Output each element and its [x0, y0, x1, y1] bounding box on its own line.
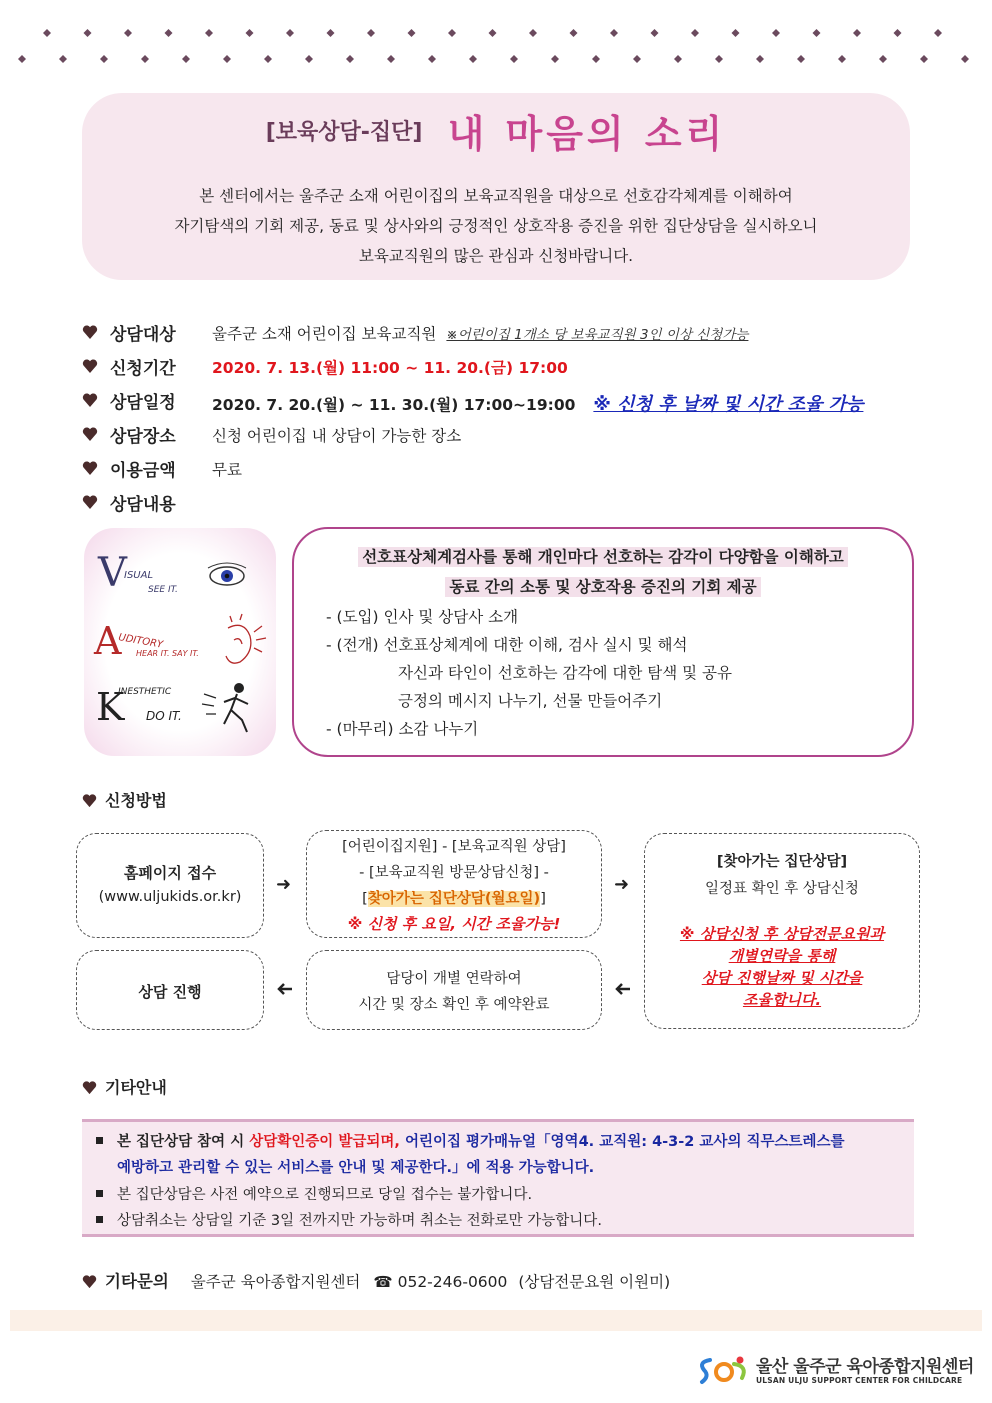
decorative-dot: [59, 55, 67, 63]
footer-band: [10, 1310, 982, 1331]
decorative-dot: [84, 29, 92, 37]
decorative-dot: [551, 55, 559, 63]
flow-step-visiting-counsel: [644, 833, 920, 1029]
arrow-right-icon: ➜: [276, 874, 292, 895]
intro-line: 자기탐색의 기회 제공, 동료 및 상사와의 긍정적인 상호작용 증진을 위한 집단상담을 실시하오니: [174, 217, 818, 235]
flow-step-menu-path: [306, 830, 602, 938]
target-label: 상담대상: [110, 325, 176, 345]
program-item: - (마무리) 소감 나누기: [326, 720, 479, 738]
auditory-word: UDITORY: [117, 632, 164, 651]
decorative-dot: [961, 55, 969, 63]
schedule-note: ※ 신청 후 날짜 및 시간 조율 가능: [593, 394, 864, 415]
decorative-dot: [408, 29, 416, 37]
decorative-dot: [674, 55, 682, 63]
flow-step-title: [찾아가는 집단상담]: [716, 854, 848, 870]
section-title: 신청방법: [105, 791, 167, 810]
contact-person: (상담전문요원 이원미): [518, 1273, 671, 1291]
title-tag: [보육상담-집단]: [265, 120, 423, 145]
decorative-dot: [610, 29, 618, 37]
flow-step-text: 시간 및 장소 확인 후 예약완료: [358, 997, 550, 1013]
decorative-dot: [141, 55, 149, 63]
info-row-fee: [82, 456, 942, 486]
center-logo: [696, 1352, 976, 1388]
decorative-dot-border: [0, 0, 992, 70]
decorative-dot: [510, 55, 518, 63]
center-name-english: ULSAN ULJU SUPPORT CENTER FOR CHILDCARE: [756, 1376, 963, 1385]
arrow-left-icon: [276, 980, 294, 1003]
decorative-dot: [894, 29, 902, 37]
heart-icon: [82, 426, 98, 442]
heart-icon: [82, 392, 98, 408]
place-value: 신청 어린이집 내 상담이 가능한 장소: [212, 427, 462, 445]
notice-item: [96, 1183, 532, 1204]
bullet-icon: [96, 1216, 103, 1223]
target-note: ※어린이집 1개소 당 보육교직원 3인 이상 신청가능: [446, 327, 749, 343]
decorative-dot: [43, 29, 51, 37]
decorative-dot: [633, 55, 641, 63]
flow-step-reservation: [306, 950, 602, 1030]
target-value: [212, 322, 748, 344]
flow-step-text: 담당이 개별 연락하여: [386, 971, 522, 987]
decorative-dot: [246, 29, 254, 37]
flow-step-title: 홈페이지 접수: [123, 864, 217, 882]
decorative-dot: [286, 29, 294, 37]
decorative-dot: [100, 55, 108, 63]
kinesthetic-initial: K: [96, 685, 125, 729]
apply-value: 2020. 7. 13.(월) 11:00 ~ 11. 20.(금) 17:00: [212, 359, 568, 377]
info-row-schedule: [82, 388, 942, 418]
auditory-initial: A: [94, 619, 122, 663]
homepage-url[interactable]: (www.uljukids.or.kr): [98, 889, 242, 905]
decorative-dot: [305, 55, 313, 63]
menu-path-line: [어린이집지원] - [보육교직원 상담]: [342, 839, 566, 855]
title-banner: [82, 93, 910, 280]
notice-highlight: 어린이집 평가매뉴얼「영역4. 교직원: 4-3-2 교사의 직무스트레스를: [399, 1134, 845, 1150]
notice-item: [96, 1130, 845, 1151]
program-item: 자신과 타인이 선호하는 감각에 대한 탐색 및 공유: [398, 664, 732, 682]
flow-note: 상담 진행날짜 및 시간을: [701, 969, 863, 987]
intro-text: [82, 181, 910, 271]
target-text: 울주군 소재 어린이집 보육교직원: [212, 325, 437, 343]
vak-illustration: [84, 528, 276, 756]
info-row-place: [82, 422, 942, 452]
decorative-dot: [469, 55, 477, 63]
contact-label: 기타문의: [105, 1272, 169, 1291]
bullet-icon: [96, 1137, 103, 1144]
intro-line: 보육교직원의 많은 관심과 신청바랍니다.: [358, 247, 634, 265]
decorative-dot: [489, 29, 497, 37]
flow-note: 개별연락을 통해: [728, 947, 836, 965]
heart-icon: [82, 358, 98, 374]
decorative-dot: [813, 29, 821, 37]
program-item: - (전개) 선호표상체계에 대한 이해, 검사 실시 및 해석: [326, 636, 688, 654]
content-headline-2: [294, 575, 912, 597]
decorative-dot: [879, 55, 887, 63]
headline-text: 동료 간의 소통 및 상호작용 증진의 기회 제공: [445, 577, 760, 597]
menu-path-line: - [보육교직원 방문상담신청] -: [359, 865, 549, 881]
decorative-dot: [772, 29, 780, 37]
flow-step-text: 일정표 확인 후 상담신청: [705, 881, 859, 897]
decorative-dot: [651, 29, 659, 37]
program-item: - (도입) 인사 및 상담사 소개: [326, 608, 519, 626]
heart-icon: [82, 324, 98, 340]
arrow-left-icon: [614, 980, 632, 1003]
center-logo-icon: [696, 1352, 752, 1388]
place-label: 상담장소: [110, 427, 176, 447]
decorative-dot: [264, 55, 272, 63]
decorative-dot: [327, 29, 335, 37]
arrow-right-icon: ➜: [614, 874, 630, 895]
running-figure-icon: [202, 684, 248, 732]
center-name: 울산 울주군 육아종합지원센터: [756, 1357, 974, 1377]
contact-row: [82, 1268, 670, 1292]
notice-highlight: 상담확인증이 발급되며,: [249, 1134, 400, 1150]
auditory-sub: HEAR IT. SAY IT.: [136, 649, 199, 658]
etc-notice-box: [82, 1119, 914, 1237]
decorative-dot: [223, 55, 231, 63]
listening-face-icon: [226, 614, 266, 663]
visual-initial: V: [98, 550, 127, 596]
fee-label: 이용금액: [110, 461, 176, 481]
content-label: 상담내용: [110, 495, 176, 515]
decorative-dot: [182, 55, 190, 63]
notice-text: 본 집단상담 참여 시: [117, 1134, 250, 1150]
visual-word: ISUAL: [124, 570, 154, 581]
heart-icon: [82, 1274, 97, 1289]
decorative-dot: [205, 29, 213, 37]
kinesthetic-sub: DO IT.: [146, 709, 182, 723]
decorative-dot: [570, 29, 578, 37]
flow-note: ※ 신청 후 요일, 시간 조율가능!: [347, 915, 561, 933]
heart-icon: [82, 1080, 97, 1095]
decorative-dot: [797, 55, 805, 63]
info-row-content: [82, 490, 942, 520]
heart-icon: [82, 494, 98, 510]
decorative-dot: [920, 55, 928, 63]
content-headline-1: [294, 545, 912, 567]
eye-icon: [208, 563, 246, 585]
decorative-dot: [838, 55, 846, 63]
bracket: [: [362, 891, 368, 907]
decorative-dot: [529, 29, 537, 37]
flow-note: ※ 상담신청 후 상담전문요원과: [679, 925, 885, 943]
notice-item: [96, 1209, 602, 1230]
vak-drawing: [84, 528, 276, 756]
flow-step-counseling: [76, 950, 264, 1030]
info-row-apply: [82, 354, 942, 384]
decorative-dot: [367, 29, 375, 37]
heart-icon: [82, 793, 97, 808]
section-apply-method: [82, 788, 167, 811]
notice-text: 상담취소는 상담일 기준 3일 전까지만 가능하며 취소는 전화로만 가능합니다.: [117, 1213, 602, 1229]
flow-note: 조율합니다.: [742, 991, 822, 1009]
section-etc: [82, 1075, 167, 1098]
notice-text: 본 집단상담은 사전 예약으로 진행되므로 당일 접수는 불가합니다.: [117, 1187, 533, 1203]
page-title: 내 마음의 소리: [447, 112, 727, 156]
decorative-dot: [756, 55, 764, 63]
fee-value: 무료: [212, 461, 242, 479]
decorative-dot: [715, 55, 723, 63]
decorative-dot: [165, 29, 173, 37]
bracket: ]: [540, 891, 546, 907]
decorative-dot: [124, 29, 132, 37]
apply-label: 신청기간: [110, 359, 176, 379]
decorative-dot: [732, 29, 740, 37]
decorative-dot: [387, 55, 395, 63]
decorative-dot: [592, 55, 600, 63]
decorative-dot: [853, 29, 861, 37]
decorative-dot: [448, 29, 456, 37]
program-content-box: [292, 527, 914, 757]
visual-sub: SEE IT.: [148, 585, 178, 595]
headline-text: 선호표상체계검사를 통해 개인마다 선호하는 감각이 다양함을 이해하고: [358, 547, 848, 567]
notice-continuation: 예방하고 관리할 수 있는 서비스를 안내 및 제공한다.」에 적용 가능합니다.: [117, 1160, 595, 1176]
flow-step-homepage: [76, 833, 264, 938]
contact-phone[interactable]: 052-246-0600: [397, 1273, 508, 1291]
decorative-dot: [346, 55, 354, 63]
schedule-label: 상담일정: [110, 393, 176, 413]
flow-step-title: 상담 진행: [138, 983, 202, 1001]
decorative-dot: [934, 29, 942, 37]
intro-line: 본 센터에서는 울주군 소재 어린이집의 보육교직원을 대상으로 선호감각체계를 이해하여: [199, 187, 793, 205]
decorative-dot: [18, 55, 26, 63]
highlight-menu: 찾아가는 집단상담(월요일): [367, 891, 541, 907]
kinesthetic-word: INESTHETIC: [118, 687, 172, 697]
section-title: 기타안내: [105, 1078, 167, 1097]
info-row-target: [82, 320, 942, 350]
decorative-dot: [428, 55, 436, 63]
decorative-dot: [691, 29, 699, 37]
menu-path-line: [307, 887, 601, 908]
schedule-text: 2020. 7. 20.(월) ~ 11. 30.(월) 17:00~19:00: [212, 396, 576, 414]
schedule-value: [212, 390, 863, 416]
program-item: 긍정의 메시지 나누기, 선물 만들어주기: [398, 692, 663, 710]
contact-center: 울주군 육아종합지원센터: [190, 1273, 361, 1291]
heart-icon: [82, 460, 98, 476]
bullet-icon: [96, 1190, 103, 1197]
phone-icon: ☎: [373, 1273, 393, 1291]
